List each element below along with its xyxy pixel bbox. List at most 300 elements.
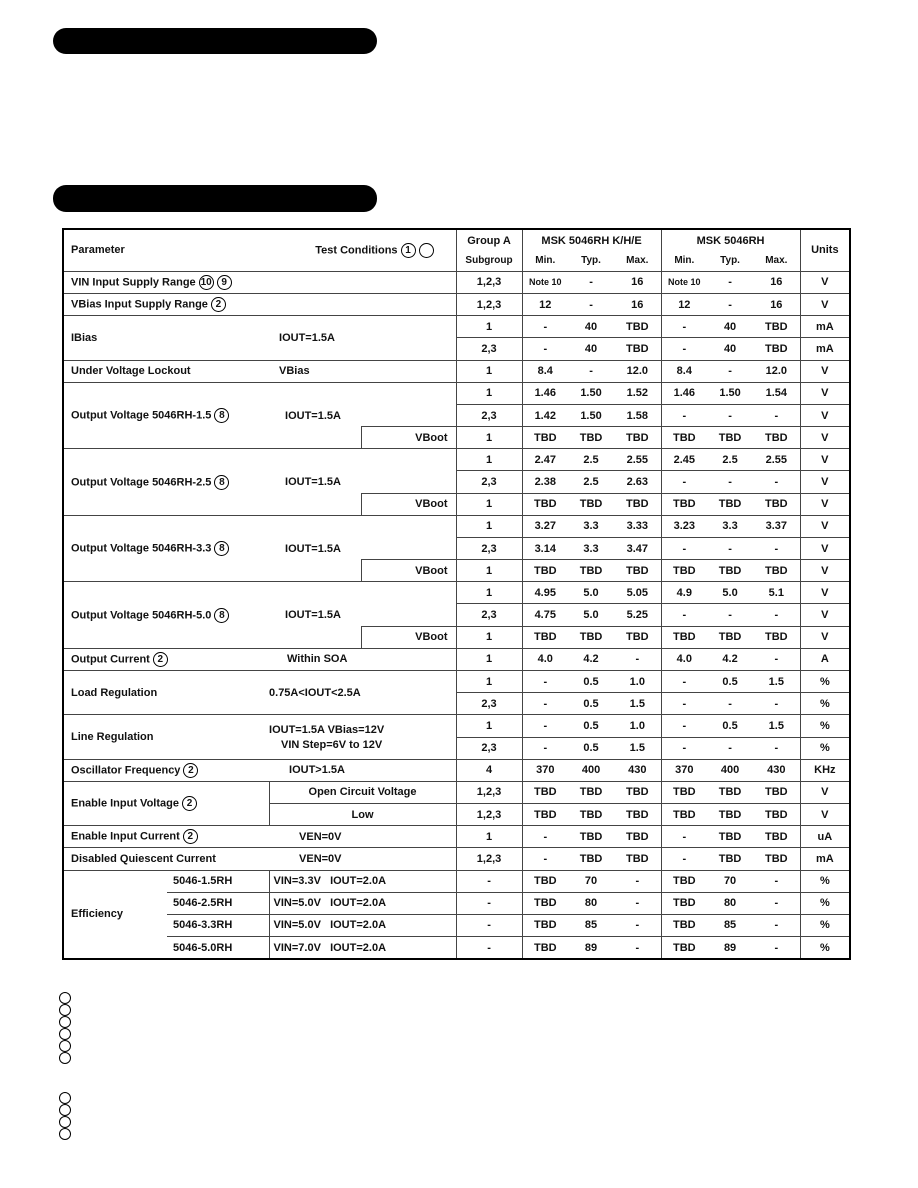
value: 4.75 bbox=[522, 604, 568, 626]
subgroup: 1 bbox=[456, 648, 522, 670]
value: TBD bbox=[614, 338, 661, 360]
value: 12 bbox=[522, 294, 568, 316]
unit: V bbox=[800, 404, 850, 426]
value: 70 bbox=[568, 870, 614, 892]
note-circle: 1 bbox=[401, 243, 416, 258]
value: TBD bbox=[568, 626, 614, 648]
subgroup: - bbox=[456, 892, 522, 914]
value: TBD bbox=[707, 560, 753, 582]
blank bbox=[361, 537, 456, 559]
test-condition: VIN=7.0V IOUT=2.0A bbox=[269, 937, 456, 959]
param-label: IBias bbox=[63, 316, 269, 360]
part-number: 5046-3.3RH bbox=[167, 914, 269, 936]
note-marker bbox=[59, 1052, 71, 1064]
note-marker bbox=[59, 1016, 71, 1028]
test-conditions-header: Test Conditions 1 bbox=[269, 229, 456, 271]
param-label: Under Voltage Lockout bbox=[63, 360, 269, 382]
test-condition: Low bbox=[269, 804, 456, 826]
part-number: 5046-1.5RH bbox=[167, 870, 269, 892]
note-marker bbox=[59, 992, 71, 1004]
value: TBD bbox=[614, 848, 661, 870]
subgroup: - bbox=[456, 937, 522, 959]
unit: V bbox=[800, 493, 850, 515]
value: 12.0 bbox=[753, 360, 800, 382]
unit: V bbox=[800, 427, 850, 449]
unit: KHz bbox=[800, 759, 850, 781]
value: TBD bbox=[753, 338, 800, 360]
value: 1.0 bbox=[614, 670, 661, 692]
part-number: 5046-5.0RH bbox=[167, 937, 269, 959]
value: 370 bbox=[661, 759, 707, 781]
value: TBD bbox=[568, 781, 614, 803]
value: - bbox=[522, 826, 568, 848]
value: TBD bbox=[753, 626, 800, 648]
subgroup: 2,3 bbox=[456, 537, 522, 559]
test-condition: VIN=5.0V IOUT=2.0A bbox=[269, 914, 456, 936]
table-row bbox=[63, 582, 850, 604]
value: TBD bbox=[707, 493, 753, 515]
table-row bbox=[63, 271, 850, 293]
value: - bbox=[753, 537, 800, 559]
unit: % bbox=[800, 715, 850, 737]
note-marker bbox=[59, 1116, 71, 1128]
note-circle: 2 bbox=[211, 297, 226, 312]
value: TBD bbox=[614, 427, 661, 449]
value: - bbox=[753, 914, 800, 936]
note-marker bbox=[59, 1040, 71, 1052]
value: TBD bbox=[614, 781, 661, 803]
value: 4.2 bbox=[568, 648, 614, 670]
vboot-label: VBoot bbox=[361, 560, 456, 582]
value: 5.05 bbox=[614, 582, 661, 604]
value: TBD bbox=[753, 804, 800, 826]
value: TBD bbox=[614, 804, 661, 826]
unit: V bbox=[800, 471, 850, 493]
value: - bbox=[522, 715, 568, 737]
test-condition: VBias bbox=[269, 360, 456, 382]
value: 4.2 bbox=[707, 648, 753, 670]
unit: % bbox=[800, 892, 850, 914]
subgroup: 2,3 bbox=[456, 404, 522, 426]
subgroup: 1 bbox=[456, 316, 522, 338]
electrical-specifications-table bbox=[62, 228, 851, 960]
subgroup: 1,2,3 bbox=[456, 848, 522, 870]
subgroup: 2,3 bbox=[456, 604, 522, 626]
section-title-bar-2 bbox=[53, 185, 377, 212]
value: - bbox=[568, 360, 614, 382]
value: - bbox=[661, 316, 707, 338]
value: TBD bbox=[568, 848, 614, 870]
note-circle: 2 bbox=[183, 763, 198, 778]
param-label: VIN Input Supply Range 10 9 bbox=[63, 271, 456, 293]
subgroup: 1,2,3 bbox=[456, 804, 522, 826]
table-row bbox=[63, 648, 850, 670]
value: - bbox=[522, 848, 568, 870]
value: 3.33 bbox=[614, 515, 661, 537]
value: TBD bbox=[661, 937, 707, 959]
value: 0.5 bbox=[568, 693, 614, 715]
value: TBD bbox=[568, 427, 614, 449]
value: 89 bbox=[707, 937, 753, 959]
value: TBD bbox=[522, 914, 568, 936]
unit: mA bbox=[800, 848, 850, 870]
param-label: Output Voltage 5046RH-5.0 8 bbox=[63, 582, 269, 649]
value: 5.0 bbox=[568, 582, 614, 604]
value: 16 bbox=[614, 294, 661, 316]
unit: V bbox=[800, 382, 850, 404]
value: 0.5 bbox=[568, 670, 614, 692]
value: - bbox=[707, 471, 753, 493]
note-marker bbox=[59, 1092, 71, 1104]
value: - bbox=[661, 670, 707, 692]
value: 4.0 bbox=[522, 648, 568, 670]
value: Note 10 bbox=[661, 271, 707, 293]
table-row bbox=[63, 937, 850, 959]
subgroup: 1 bbox=[456, 560, 522, 582]
unit: V bbox=[800, 804, 850, 826]
value: 12 bbox=[661, 294, 707, 316]
value: Note 10 bbox=[522, 271, 568, 293]
test-condition: VEN=0V bbox=[269, 848, 456, 870]
value: 0.5 bbox=[707, 670, 753, 692]
test-condition: Open Circuit Voltage bbox=[269, 781, 456, 803]
blank bbox=[361, 449, 456, 471]
table-row bbox=[63, 382, 850, 404]
unit: % bbox=[800, 870, 850, 892]
note-circle: 8 bbox=[214, 408, 229, 423]
subgroup: 1 bbox=[456, 826, 522, 848]
note-circle: 2 bbox=[153, 652, 168, 667]
value: 8.4 bbox=[661, 360, 707, 382]
table-row bbox=[63, 759, 850, 781]
value: TBD bbox=[661, 560, 707, 582]
value: 2.63 bbox=[614, 471, 661, 493]
value: 5.0 bbox=[707, 582, 753, 604]
value: 3.47 bbox=[614, 537, 661, 559]
value: - bbox=[661, 737, 707, 759]
note-circle: 2 bbox=[182, 796, 197, 811]
value: TBD bbox=[614, 560, 661, 582]
value: 430 bbox=[614, 759, 661, 781]
subgroup: 1 bbox=[456, 449, 522, 471]
blank bbox=[361, 471, 456, 493]
value: 80 bbox=[707, 892, 753, 914]
table-row bbox=[63, 670, 850, 692]
subgroup: 1 bbox=[456, 626, 522, 648]
value: TBD bbox=[661, 892, 707, 914]
group-a-header: Group A bbox=[456, 229, 522, 251]
value: 3.3 bbox=[568, 515, 614, 537]
value: TBD bbox=[522, 427, 568, 449]
table-row bbox=[63, 914, 850, 936]
unit: V bbox=[800, 781, 850, 803]
value: TBD bbox=[522, 781, 568, 803]
notes-list-1 bbox=[59, 992, 71, 1064]
subgroup: 1 bbox=[456, 382, 522, 404]
param-label: Oscillator Frequency 2 bbox=[63, 759, 269, 781]
value: - bbox=[614, 870, 661, 892]
test-condition: VIN=3.3V IOUT=2.0A bbox=[269, 870, 456, 892]
value: - bbox=[661, 715, 707, 737]
value: TBD bbox=[522, 892, 568, 914]
test-condition: IOUT>1.5A bbox=[269, 759, 456, 781]
param-label: Load Regulation bbox=[63, 670, 269, 714]
value: 1.5 bbox=[614, 737, 661, 759]
subgroup: 1 bbox=[456, 582, 522, 604]
subgroup: 2,3 bbox=[456, 338, 522, 360]
test-condition: IOUT=1.5A bbox=[269, 382, 361, 449]
unit: mA bbox=[800, 338, 850, 360]
table-row bbox=[63, 870, 850, 892]
value: - bbox=[614, 914, 661, 936]
value: 1.0 bbox=[614, 715, 661, 737]
table-row bbox=[63, 515, 850, 537]
typ-header-b: Typ. bbox=[707, 251, 753, 271]
note-circle: 9 bbox=[217, 275, 232, 290]
value: TBD bbox=[522, 493, 568, 515]
value: - bbox=[661, 693, 707, 715]
unit: V bbox=[800, 294, 850, 316]
value: TBD bbox=[568, 560, 614, 582]
value: - bbox=[753, 693, 800, 715]
value: 1.54 bbox=[753, 382, 800, 404]
value: 1.50 bbox=[568, 404, 614, 426]
value: TBD bbox=[707, 626, 753, 648]
header-row-1 bbox=[63, 229, 850, 251]
param-label: Output Current 2 bbox=[63, 648, 269, 670]
value: TBD bbox=[753, 316, 800, 338]
value: TBD bbox=[707, 826, 753, 848]
note-circle: 8 bbox=[214, 608, 229, 623]
note-marker bbox=[59, 1028, 71, 1040]
part2-header: MSK 5046RH bbox=[661, 229, 800, 251]
value: 370 bbox=[522, 759, 568, 781]
value: 0.5 bbox=[568, 715, 614, 737]
table-row bbox=[63, 848, 850, 870]
value: 2.5 bbox=[707, 449, 753, 471]
value: 2.5 bbox=[568, 471, 614, 493]
value: - bbox=[661, 471, 707, 493]
value: - bbox=[753, 870, 800, 892]
value: - bbox=[614, 648, 661, 670]
subgroup: - bbox=[456, 870, 522, 892]
subgroup: 1 bbox=[456, 670, 522, 692]
value: 1.5 bbox=[753, 715, 800, 737]
table-row bbox=[63, 715, 850, 737]
value: - bbox=[661, 848, 707, 870]
value: - bbox=[614, 937, 661, 959]
value: - bbox=[661, 404, 707, 426]
value: 16 bbox=[753, 294, 800, 316]
value: 2.45 bbox=[661, 449, 707, 471]
value: 1.42 bbox=[522, 404, 568, 426]
value: 2.55 bbox=[753, 449, 800, 471]
value: TBD bbox=[753, 427, 800, 449]
value: 40 bbox=[568, 316, 614, 338]
value: 40 bbox=[568, 338, 614, 360]
value: - bbox=[753, 604, 800, 626]
value: - bbox=[522, 670, 568, 692]
value: TBD bbox=[661, 626, 707, 648]
blank bbox=[361, 404, 456, 426]
unit: % bbox=[800, 670, 850, 692]
value: - bbox=[522, 316, 568, 338]
max-header-a: Max. bbox=[614, 251, 661, 271]
test-condition: VEN=0V bbox=[269, 826, 456, 848]
value: TBD bbox=[614, 493, 661, 515]
test-condition: 0.75A<IOUT<2.5A bbox=[269, 670, 456, 714]
value: 1.5 bbox=[614, 693, 661, 715]
value: 3.23 bbox=[661, 515, 707, 537]
param-label: Enable Input Voltage 2 bbox=[63, 781, 269, 825]
note-circle: 8 bbox=[214, 541, 229, 556]
value: TBD bbox=[568, 826, 614, 848]
subgroup: 1 bbox=[456, 493, 522, 515]
value: 3.3 bbox=[568, 537, 614, 559]
unit: % bbox=[800, 737, 850, 759]
value: TBD bbox=[661, 914, 707, 936]
subgroup: 2,3 bbox=[456, 737, 522, 759]
test-condition: IOUT=1.5A bbox=[269, 449, 361, 516]
value: 400 bbox=[568, 759, 614, 781]
value: 3.3 bbox=[707, 515, 753, 537]
unit: % bbox=[800, 937, 850, 959]
value: - bbox=[661, 338, 707, 360]
subgroup: 1 bbox=[456, 715, 522, 737]
value: - bbox=[707, 693, 753, 715]
value: 1.46 bbox=[661, 382, 707, 404]
table-row bbox=[63, 449, 850, 471]
value: - bbox=[753, 471, 800, 493]
value: - bbox=[707, 404, 753, 426]
test-condition: IOUT=1.5A bbox=[269, 316, 456, 360]
test-condition: IOUT=1.5A bbox=[269, 582, 361, 649]
value: 1.52 bbox=[614, 382, 661, 404]
test-condition: VIN=5.0V IOUT=2.0A bbox=[269, 892, 456, 914]
notes-list-2 bbox=[59, 1092, 71, 1140]
parameter-header: Parameter bbox=[63, 229, 269, 271]
value: 400 bbox=[707, 759, 753, 781]
blank bbox=[361, 382, 456, 404]
note-marker bbox=[59, 1128, 71, 1140]
value: TBD bbox=[707, 781, 753, 803]
blank bbox=[361, 515, 456, 537]
value: 1.5 bbox=[753, 670, 800, 692]
value: 70 bbox=[707, 870, 753, 892]
subgroup: 1 bbox=[456, 515, 522, 537]
units-header: Units bbox=[800, 229, 850, 271]
value: TBD bbox=[522, 804, 568, 826]
table-row bbox=[63, 781, 850, 803]
value: TBD bbox=[753, 826, 800, 848]
value: 16 bbox=[614, 271, 661, 293]
value: TBD bbox=[707, 427, 753, 449]
unit: V bbox=[800, 582, 850, 604]
test-condition: IOUT=1.5A bbox=[269, 515, 361, 582]
section-title-bar-1 bbox=[53, 28, 377, 54]
subgroup: 4 bbox=[456, 759, 522, 781]
value: 1.50 bbox=[707, 382, 753, 404]
unit: V bbox=[800, 271, 850, 293]
note-marker bbox=[59, 1104, 71, 1116]
value: 4.0 bbox=[661, 648, 707, 670]
value: TBD bbox=[707, 848, 753, 870]
note-marker bbox=[59, 1004, 71, 1016]
value: 5.25 bbox=[614, 604, 661, 626]
value: TBD bbox=[661, 493, 707, 515]
subgroup: 1,2,3 bbox=[456, 294, 522, 316]
value: TBD bbox=[753, 493, 800, 515]
unit: V bbox=[800, 604, 850, 626]
value: 5.1 bbox=[753, 582, 800, 604]
unit: V bbox=[800, 537, 850, 559]
unit: % bbox=[800, 914, 850, 936]
value: 1.46 bbox=[522, 382, 568, 404]
value: - bbox=[707, 737, 753, 759]
param-label: VBias Input Supply Range 2 bbox=[63, 294, 456, 316]
value: - bbox=[614, 892, 661, 914]
param-label: Line Regulation bbox=[63, 715, 269, 759]
value: - bbox=[753, 648, 800, 670]
value: 2.5 bbox=[568, 449, 614, 471]
part-number: 5046-2.5RH bbox=[167, 892, 269, 914]
subgroup: - bbox=[456, 914, 522, 936]
vboot-label: VBoot bbox=[361, 493, 456, 515]
subgroup: 1,2,3 bbox=[456, 271, 522, 293]
value: - bbox=[707, 360, 753, 382]
param-label: Efficiency bbox=[63, 870, 167, 959]
value: - bbox=[522, 693, 568, 715]
test-condition: Within SOA bbox=[269, 648, 456, 670]
value: 40 bbox=[707, 338, 753, 360]
value: TBD bbox=[568, 804, 614, 826]
vboot-label: VBoot bbox=[361, 427, 456, 449]
unit: V bbox=[800, 360, 850, 382]
max-header-b: Max. bbox=[753, 251, 800, 271]
note-circle: 10 bbox=[200, 276, 212, 288]
value: - bbox=[568, 271, 614, 293]
table-row bbox=[63, 294, 850, 316]
subgroup: 1,2,3 bbox=[456, 781, 522, 803]
value: 4.95 bbox=[522, 582, 568, 604]
unit: A bbox=[800, 648, 850, 670]
value: - bbox=[753, 892, 800, 914]
typ-header-a: Typ. bbox=[568, 251, 614, 271]
param-label: Disabled Quiescent Current bbox=[63, 848, 269, 870]
value: TBD bbox=[753, 848, 800, 870]
value: TBD bbox=[661, 781, 707, 803]
value: TBD bbox=[614, 316, 661, 338]
table-row bbox=[63, 316, 850, 338]
unit: V bbox=[800, 515, 850, 537]
subgroup-header: Subgroup bbox=[456, 251, 522, 271]
unit: mA bbox=[800, 316, 850, 338]
value: 4.9 bbox=[661, 582, 707, 604]
subgroup: 1 bbox=[456, 360, 522, 382]
unit: uA bbox=[800, 826, 850, 848]
value: 16 bbox=[753, 271, 800, 293]
test-condition: IOUT=1.5A VBias=12V VIN Step=6V to 12V bbox=[269, 715, 456, 759]
value: - bbox=[661, 537, 707, 559]
value: TBD bbox=[522, 870, 568, 892]
table-row bbox=[63, 360, 850, 382]
value: - bbox=[568, 294, 614, 316]
value: TBD bbox=[707, 804, 753, 826]
value: - bbox=[753, 937, 800, 959]
min-header-b: Min. bbox=[661, 251, 707, 271]
value: 5.0 bbox=[568, 604, 614, 626]
value: TBD bbox=[522, 626, 568, 648]
